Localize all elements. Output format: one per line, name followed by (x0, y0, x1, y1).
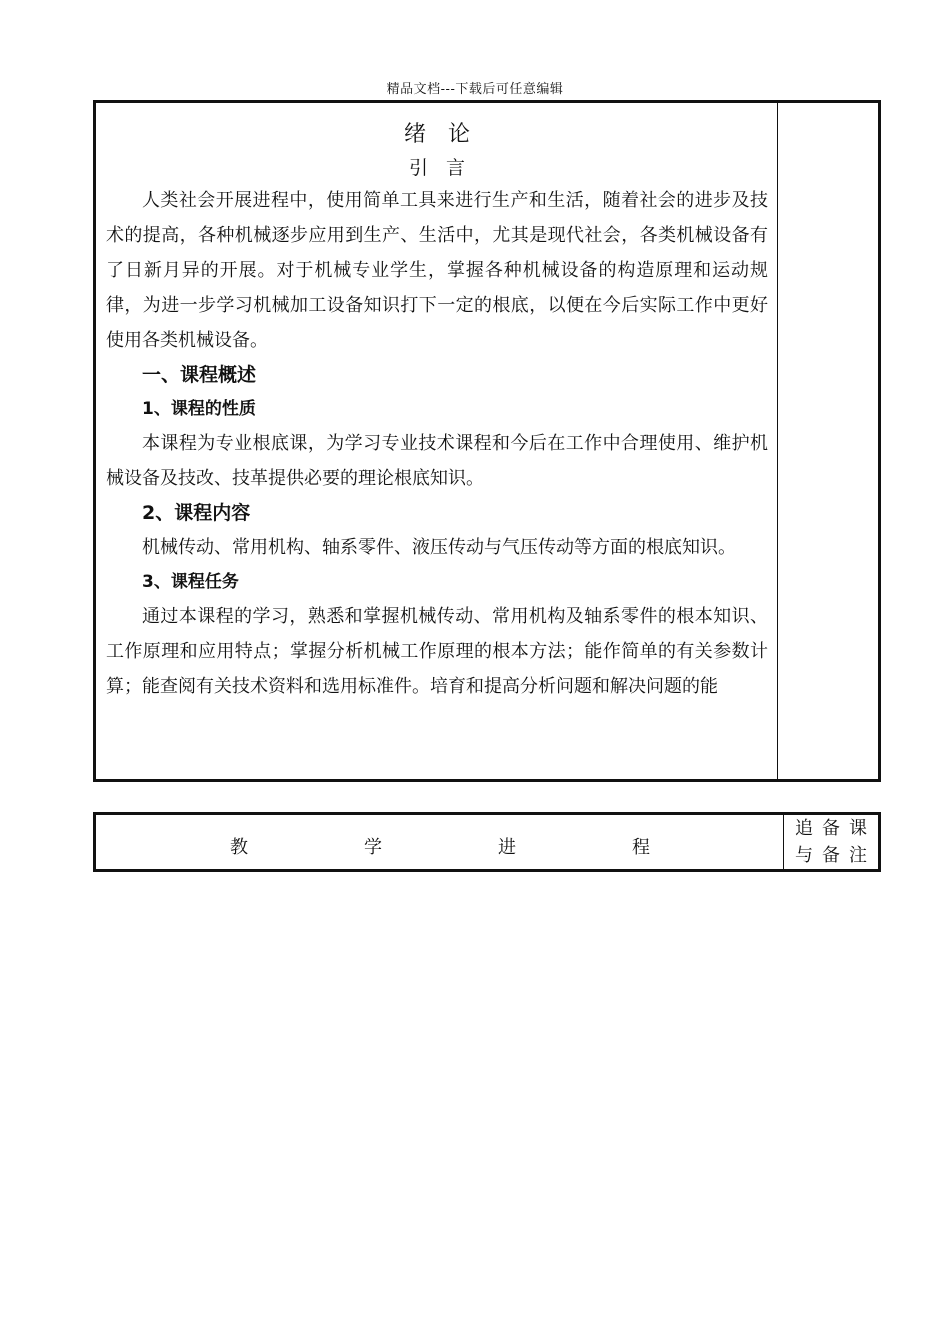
section-heading-overview: 一、课程概述 (142, 364, 257, 386)
lesson-content (106, 117, 768, 704)
tasks-paragraph: 通过本课程的学习，熟悉和掌握机械传动、常用机构及轴系零件的根本知识、工作原理和应用特点；掌握分析机械工作原理的根本方法；能作简单的有关参数计算；能查阅有关技术资料和选用标准件。培育和提高分析问题和解决问题的能 (106, 606, 768, 697)
teaching-progress-header (96, 815, 783, 869)
subheading-tasks: 3、课程任务 (142, 572, 239, 592)
subheading-content: 2、课程内容 (142, 502, 251, 524)
subheading-nature: 1、课程的性质 (142, 399, 256, 419)
lesson-title: 绪论 (403, 122, 492, 147)
remarks-line-1: 追备课 (795, 818, 876, 839)
progress-char: 教 (230, 837, 248, 858)
lesson-table (93, 100, 881, 782)
remarks-header (784, 815, 878, 869)
remarks-line-2: 与备注 (795, 845, 876, 866)
lesson-subtitle: 引言 (408, 157, 483, 179)
progress-table (93, 812, 881, 872)
progress-char: 程 (632, 837, 650, 858)
page-header-watermark: 精品文档---下载后可任意编辑 (386, 82, 564, 97)
progress-char: 进 (498, 837, 516, 858)
intro-paragraph: 人类社会开展进程中，使用简单工具来进行生产和生活，随着社会的进步及技术的提高，各种机械逐步应用到生产、生活中，尤其是现代社会，各类机械设备有了日新月异的开展。对于机械专业学生，掌握各种机械设备的构造原理和运动规律，为进一步学习机械加工设备知识打下一定的根底，以便在今后实际工作中更好使用各类机械设备。 (106, 190, 768, 351)
content-paragraph: 机械传动、常用机构、轴系零件、液压传动与气压传动等方面的根底知识。 (142, 537, 736, 558)
table-column-divider (777, 103, 778, 779)
nature-paragraph: 本课程为专业根底课，为学习专业技术课程和今后在工作中合理使用、维护机械设备及技改、技革提供必要的理论根底知识。 (106, 433, 768, 489)
progress-char: 学 (364, 837, 382, 858)
